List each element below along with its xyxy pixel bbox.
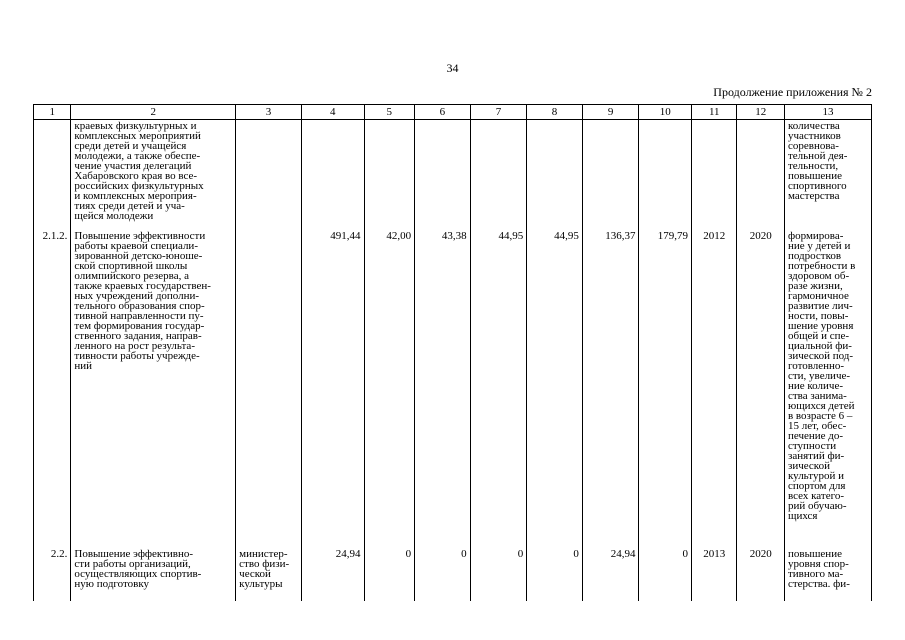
header-row — [34, 105, 872, 120]
executor — [236, 120, 302, 232]
column-header: 4 — [301, 105, 364, 120]
value-cell: 136,37 — [582, 231, 639, 549]
value-cell — [301, 120, 364, 232]
value-cell — [582, 120, 639, 232]
column-header: 5 — [364, 105, 415, 120]
column-header: 12 — [737, 105, 785, 120]
value-cell — [639, 120, 692, 232]
column-header: 6 — [415, 105, 471, 120]
value-cell: 0 — [527, 549, 583, 601]
end-year: 2020 — [737, 231, 785, 549]
value-cell: 42,00 — [364, 231, 415, 549]
value-cell: 0 — [364, 549, 415, 601]
value-cell: 24,94 — [582, 549, 639, 601]
column-header: 7 — [470, 105, 527, 120]
value-cell: 44,95 — [470, 231, 527, 549]
column-header: 9 — [582, 105, 639, 120]
value-cell: 24,94 — [301, 549, 364, 601]
activity-name: краевых физкультурных и комплексных мероприятий среди детей и учащейся молодежи, а также обеспе- чение участия делегаций Хабаровского края во все- российских физкультурных и комплексных мероприя- тиях среди детей и уча- щейся молодежи — [71, 120, 236, 232]
column-header: 3 — [236, 105, 302, 120]
table-row — [34, 120, 872, 232]
start-year: 2012 — [692, 231, 737, 549]
executor — [236, 231, 302, 549]
column-header: 8 — [527, 105, 583, 120]
table-row — [34, 231, 872, 549]
column-header: 2 — [71, 105, 236, 120]
row-code — [34, 120, 71, 232]
value-cell — [470, 120, 527, 232]
value-cell: 0 — [415, 549, 471, 601]
expected-result: повышение уровня спор- тивного ма- стерства. фи- — [784, 549, 871, 601]
expected-result: количества участников соревнова- тельной дея- тельности, повышение спортивного мастерства — [784, 120, 871, 232]
column-header: 13 — [784, 105, 871, 120]
continuation-label: Продолжение приложения № 2 — [713, 85, 872, 99]
value-cell: 0 — [470, 549, 527, 601]
value-cell — [527, 120, 583, 232]
value-cell: 44,95 — [527, 231, 583, 549]
table-row — [34, 549, 872, 601]
value-cell — [415, 120, 471, 232]
page-number: 34 — [446, 61, 459, 75]
start-year — [692, 120, 737, 232]
row-code: 2.2. — [34, 549, 71, 601]
start-year: 2013 — [692, 549, 737, 601]
program-table — [33, 104, 872, 601]
value-cell: 0 — [639, 549, 692, 601]
row-code: 2.1.2. — [34, 231, 71, 549]
expected-result: формирова- ние у детей и подростков потребности в здоровом об- разе жизни, гармоничное развитие лич- ности, повы- шение уровня общей и спе- циальной фи- зической под- готовленно- сти, увеличе- ние количе- ства занима- ющихся детей в возрасте 6 – 15 лет, обес- печение до- ступности занятий фи- зической культурой и спортом для всех катего- рий обучаю- щихся — [784, 231, 871, 549]
value-cell: 179,79 — [639, 231, 692, 549]
value-cell: 491,44 — [301, 231, 364, 549]
column-header: 1 — [34, 105, 71, 120]
executor: министер- ство физи- ческой культуры — [236, 549, 302, 601]
end-year: 2020 — [737, 549, 785, 601]
column-header: 10 — [639, 105, 692, 120]
activity-name: Повышение эффективно- сти работы организаций, осуществляющих спортив- ную подготовку — [71, 549, 236, 601]
value-cell — [364, 120, 415, 232]
value-cell: 43,38 — [415, 231, 471, 549]
activity-name: Повышение эффективности работы краевой специали- зированной детско-юноше- ской спортивной школы олимпийского резерва, а также краевых государствен- ных учреждений дополни- тельного образования спор- тивной направленности пу- тем формирования государ- ственного задания, направ- ленного на рост результа- тивности работы учрежде- ний — [71, 231, 236, 549]
column-header: 11 — [692, 105, 737, 120]
end-year — [737, 120, 785, 232]
